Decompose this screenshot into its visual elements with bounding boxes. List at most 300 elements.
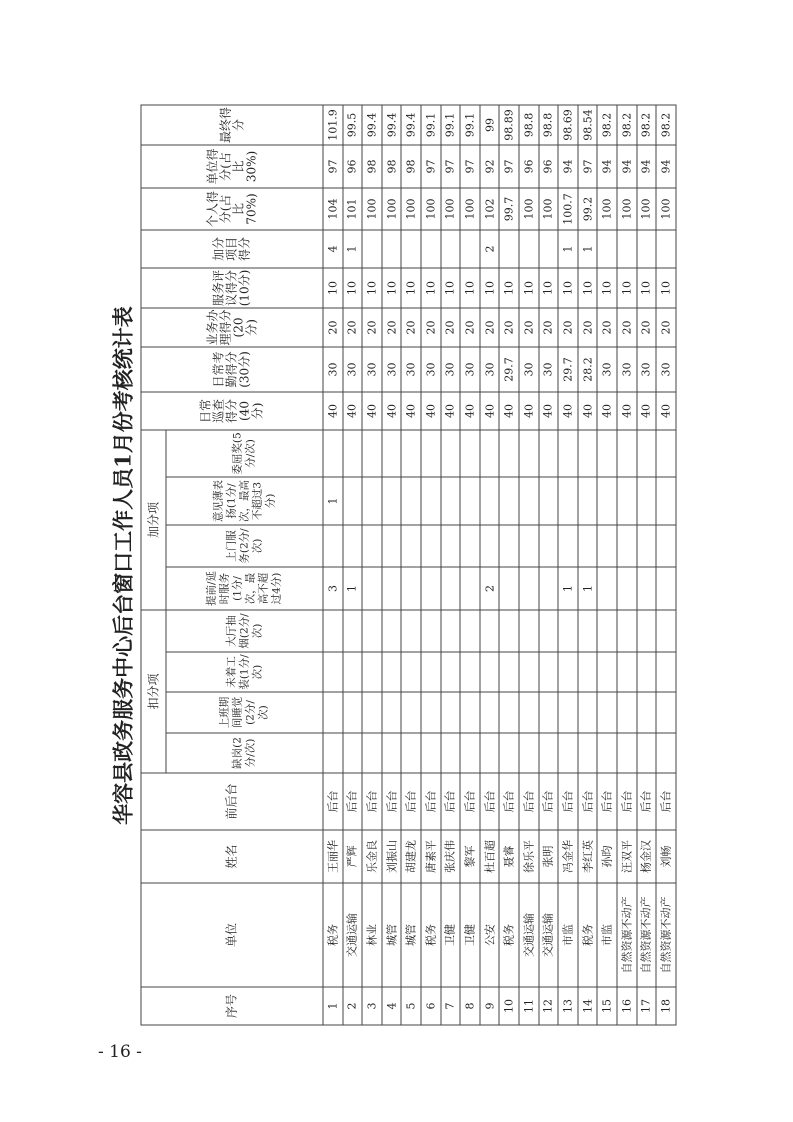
table-cell: 张明	[539, 830, 559, 883]
table-row	[597, 105, 617, 1025]
table-cell: 98	[401, 145, 421, 188]
table-cell: 99.1	[460, 105, 480, 145]
table-cell: 98.2	[656, 105, 676, 145]
table-cell	[480, 430, 500, 477]
table-cell	[617, 525, 637, 567]
table-cell: 40	[480, 392, 500, 430]
table-cell: 98.69	[558, 105, 578, 145]
table-cell	[343, 652, 363, 692]
table-cell	[441, 652, 461, 692]
table-cell: 40	[519, 392, 539, 430]
table-cell: 98.89	[499, 105, 519, 145]
table-cell: 28.2	[578, 347, 598, 392]
table-cell: 1	[578, 230, 598, 268]
table-cell: 20	[460, 308, 480, 347]
table-cell	[637, 430, 657, 477]
table-cell	[401, 733, 421, 773]
table-cell: 1	[343, 230, 363, 268]
table-cell	[558, 525, 578, 567]
table-cell	[617, 430, 637, 477]
table-cell: 40	[323, 392, 343, 430]
table-cell: 1	[323, 987, 343, 1025]
table-cell: 30	[323, 347, 343, 392]
table-cell	[656, 230, 676, 268]
table-cell	[401, 525, 421, 567]
table-cell	[401, 430, 421, 477]
table-cell: 税务	[578, 883, 598, 987]
header-sleeping: 上班期间睡觉(2分/次)	[166, 692, 323, 733]
table-cell	[421, 525, 441, 567]
table-cell	[637, 477, 657, 525]
assessment-table	[141, 104, 677, 1025]
table-cell	[362, 652, 382, 692]
table-cell: 10	[597, 268, 617, 308]
table-cell	[539, 692, 559, 733]
table-cell: 20	[558, 308, 578, 347]
table-cell: 10	[441, 268, 461, 308]
table-cell: 10	[656, 268, 676, 308]
table-cell	[401, 477, 421, 525]
table-cell	[460, 430, 480, 477]
table-cell: 自然资源不动产	[656, 883, 676, 987]
table-cell	[441, 610, 461, 652]
table-cell	[519, 477, 539, 525]
header-bonus-group: 加分项	[141, 430, 166, 610]
table-cell: 后台	[539, 773, 559, 830]
table-cell: 后台	[323, 773, 343, 830]
table-cell: 97	[499, 145, 519, 188]
table-cell: 杨金汉	[637, 830, 657, 883]
table-cell: 98.2	[637, 105, 657, 145]
table-cell	[637, 692, 657, 733]
table-cell	[460, 477, 480, 525]
table-cell: 后台	[382, 773, 402, 830]
table-cell: 100	[597, 188, 617, 230]
table-cell	[382, 477, 402, 525]
table-cell: 30	[421, 347, 441, 392]
table-cell	[597, 652, 617, 692]
table-cell	[519, 610, 539, 652]
table-cell: 卫健	[460, 883, 480, 987]
table-cell	[401, 230, 421, 268]
table-cell	[519, 733, 539, 773]
table-cell: 后台	[401, 773, 421, 830]
table-cell	[597, 692, 617, 733]
table-cell: 16	[617, 987, 637, 1025]
table-cell	[578, 733, 598, 773]
table-cell	[441, 733, 461, 773]
header-desk: 前后台	[141, 773, 323, 830]
table-row	[323, 105, 343, 1025]
header-extended-service: 提前/延时服务(1分/次，最高不超过4分)	[166, 567, 323, 610]
table-cell	[519, 652, 539, 692]
table-cell: 10	[460, 268, 480, 308]
table-row	[460, 105, 480, 1025]
table-cell: 2	[480, 567, 500, 610]
table-cell	[656, 610, 676, 652]
table-cell: 30	[656, 347, 676, 392]
table-cell	[617, 610, 637, 652]
table-cell: 20	[421, 308, 441, 347]
table-cell	[362, 692, 382, 733]
table-cell	[617, 692, 637, 733]
table-row	[480, 105, 500, 1025]
table-cell: 29.7	[558, 347, 578, 392]
table-cell: 40	[460, 392, 480, 430]
table-cell	[656, 525, 676, 567]
table-cell: 98.54	[578, 105, 598, 145]
table-cell: 孙昀	[597, 830, 617, 883]
table-cell: 40	[637, 392, 657, 430]
table-cell: 100	[460, 188, 480, 230]
table-cell	[480, 733, 500, 773]
header-door-service: 上门服务(2分/次)	[166, 525, 323, 567]
table-cell: 20	[343, 308, 363, 347]
table-cell: 1	[323, 477, 343, 525]
table-cell	[656, 733, 676, 773]
table-cell	[343, 525, 363, 567]
table-row	[499, 105, 519, 1025]
table-cell: 20	[597, 308, 617, 347]
table-cell: 97	[421, 145, 441, 188]
header-review-score: 服务评议得分(10分)	[141, 268, 323, 308]
table-cell: 胡建龙	[401, 830, 421, 883]
table-cell	[362, 430, 382, 477]
table-cell	[343, 610, 363, 652]
table-cell: 后台	[656, 773, 676, 830]
table-cell: 98.2	[597, 105, 617, 145]
table-cell: 李红英	[578, 830, 598, 883]
table-cell: 97	[460, 145, 480, 188]
table-cell	[499, 477, 519, 525]
table-cell: 交通运输	[343, 883, 363, 987]
table-cell	[499, 733, 519, 773]
table-cell: 100	[539, 188, 559, 230]
table-cell	[480, 652, 500, 692]
table-cell	[362, 610, 382, 652]
table-cell	[362, 477, 382, 525]
table-cell: 100.7	[558, 188, 578, 230]
table-cell: 40	[343, 392, 363, 430]
table-cell	[460, 610, 480, 652]
table-cell	[460, 230, 480, 268]
table-row	[362, 105, 382, 1025]
header-deduct-group: 扣分项	[141, 610, 166, 773]
table-cell: 102	[480, 188, 500, 230]
table-cell: 8	[460, 987, 480, 1025]
header-bonus-score: 加分项目得分	[141, 230, 323, 268]
table-cell	[480, 692, 500, 733]
table-cell: 40	[401, 392, 421, 430]
table-cell: 30	[617, 347, 637, 392]
table-cell: 98	[382, 145, 402, 188]
table-cell	[323, 733, 343, 773]
table-cell: 10	[578, 268, 598, 308]
table-cell	[441, 430, 461, 477]
table-cell	[597, 567, 617, 610]
table-cell: 30	[343, 347, 363, 392]
table-cell	[460, 692, 480, 733]
header-praise: 意见薄表扬(1分/次，最高不超过3分)	[166, 477, 323, 525]
table-cell: 96	[343, 145, 363, 188]
table-row	[617, 105, 637, 1025]
table-cell	[519, 692, 539, 733]
table-cell: 30	[539, 347, 559, 392]
table-cell: 王丽华	[323, 830, 343, 883]
table-cell: 4	[382, 987, 402, 1025]
table-cell: 20	[499, 308, 519, 347]
table-cell: 20	[519, 308, 539, 347]
table-cell	[558, 430, 578, 477]
table-cell	[539, 525, 559, 567]
table-cell: 乐金良	[362, 830, 382, 883]
table-cell: 18	[656, 987, 676, 1025]
table-cell: 10	[637, 268, 657, 308]
table-cell: 张庆伟	[441, 830, 461, 883]
table-cell: 100	[617, 188, 637, 230]
table-cell: 后台	[578, 773, 598, 830]
table-cell: 20	[578, 308, 598, 347]
table-cell: 40	[558, 392, 578, 430]
table-cell: 2	[343, 987, 363, 1025]
table-cell: 94	[656, 145, 676, 188]
table-cell	[617, 567, 637, 610]
table-cell: 30	[382, 347, 402, 392]
table-cell	[637, 652, 657, 692]
table-cell	[421, 610, 441, 652]
table-cell: 29.7	[499, 347, 519, 392]
table-cell: 7	[441, 987, 461, 1025]
table-cell: 1	[558, 567, 578, 610]
table-cell: 2	[480, 230, 500, 268]
table-cell: 99.1	[441, 105, 461, 145]
table-cell	[362, 567, 382, 610]
table-cell: 40	[441, 392, 461, 430]
table-cell: 30	[480, 347, 500, 392]
table-cell: 30	[519, 347, 539, 392]
header-absence: 缺岗(2分/次)	[166, 733, 323, 773]
table-body	[323, 105, 676, 1025]
table-cell	[401, 652, 421, 692]
table-cell: 后台	[421, 773, 441, 830]
table-cell: 92	[480, 145, 500, 188]
table-cell: 99.5	[343, 105, 363, 145]
table-cell: 40	[421, 392, 441, 430]
table-cell: 98.2	[617, 105, 637, 145]
table-cell: 40	[578, 392, 598, 430]
table-cell	[323, 610, 343, 652]
table-cell: 104	[323, 188, 343, 230]
table-cell: 10	[401, 268, 421, 308]
table-cell	[401, 692, 421, 733]
table-cell: 99.4	[401, 105, 421, 145]
table-row	[441, 105, 461, 1025]
table-cell	[441, 230, 461, 268]
table-cell: 17	[637, 987, 657, 1025]
table-cell: 99.4	[382, 105, 402, 145]
table-cell: 城管	[382, 883, 402, 987]
table-cell	[539, 230, 559, 268]
table-cell	[617, 230, 637, 268]
table-cell	[480, 525, 500, 567]
table-cell	[637, 567, 657, 610]
table-cell	[460, 525, 480, 567]
table-cell: 94	[597, 145, 617, 188]
table-cell: 刘振山	[382, 830, 402, 883]
table-cell: 杜百超	[480, 830, 500, 883]
table-cell: 后台	[343, 773, 363, 830]
table-cell: 后台	[617, 773, 637, 830]
table-cell: 98	[362, 145, 382, 188]
table-cell: 100	[401, 188, 421, 230]
table-row	[382, 105, 402, 1025]
table-cell	[656, 477, 676, 525]
table-cell: 自然资源不动产	[637, 883, 657, 987]
table-cell	[499, 525, 519, 567]
table-cell	[539, 430, 559, 477]
table-row	[343, 105, 363, 1025]
table-cell	[499, 567, 519, 610]
table-cell: 5	[401, 987, 421, 1025]
header-unit: 单位	[141, 883, 323, 987]
table-cell: 97	[441, 145, 461, 188]
table-cell	[539, 567, 559, 610]
table-cell: 100	[362, 188, 382, 230]
table-cell: 98.8	[519, 105, 539, 145]
table-cell	[362, 733, 382, 773]
table-cell: 98.8	[539, 105, 559, 145]
table-cell	[382, 525, 402, 567]
table-cell	[382, 692, 402, 733]
table-cell	[558, 692, 578, 733]
table-cell: 刘畅	[656, 830, 676, 883]
table-cell: 10	[539, 268, 559, 308]
table-cell	[617, 652, 637, 692]
header-business-score: 业务办理得分(20分)	[141, 308, 323, 347]
table-cell	[382, 733, 402, 773]
table-cell	[421, 733, 441, 773]
table-cell: 聂睿	[499, 830, 519, 883]
table-cell: 后台	[362, 773, 382, 830]
table-cell: 10	[421, 268, 441, 308]
table-cell: 林业	[362, 883, 382, 987]
table-cell: 94	[637, 145, 657, 188]
table-cell: 99.1	[421, 105, 441, 145]
table-cell: 后台	[480, 773, 500, 830]
table-cell: 市监	[558, 883, 578, 987]
table-cell: 4	[323, 230, 343, 268]
table-cell	[362, 230, 382, 268]
page-number: - 16 -	[98, 1042, 142, 1062]
table-cell: 30	[637, 347, 657, 392]
table-cell	[382, 567, 402, 610]
table-cell: 冯金华	[558, 830, 578, 883]
table-row	[539, 105, 559, 1025]
table-cell: 唐素平	[421, 830, 441, 883]
table-cell	[578, 610, 598, 652]
table-cell	[421, 230, 441, 268]
table-cell: 94	[558, 145, 578, 188]
table-row	[558, 105, 578, 1025]
table-cell	[519, 430, 539, 477]
table-cell: 100	[421, 188, 441, 230]
table-cell	[519, 230, 539, 268]
header-grievance-award: 委屈奖(5分/次)	[166, 430, 323, 477]
table-cell	[499, 652, 519, 692]
table-cell	[421, 567, 441, 610]
table-cell: 后台	[499, 773, 519, 830]
table-cell	[637, 525, 657, 567]
table-cell: 自然资源不动产	[617, 883, 637, 987]
table-cell: 20	[323, 308, 343, 347]
table-cell: 徐乐平	[519, 830, 539, 883]
table-cell	[539, 610, 559, 652]
table-cell: 100	[656, 188, 676, 230]
header-patrol-score: 日常巡查得分(40分)	[141, 392, 323, 430]
header-unit-score: 单位得分(占比30%)	[141, 145, 323, 188]
table-cell: 税务	[499, 883, 519, 987]
table-cell: 30	[401, 347, 421, 392]
table-cell: 99.4	[362, 105, 382, 145]
table-cell: 后台	[597, 773, 617, 830]
table-cell	[499, 230, 519, 268]
table-cell: 40	[362, 392, 382, 430]
table-cell: 公安	[480, 883, 500, 987]
table-cell: 20	[480, 308, 500, 347]
header-no-uniform: 未着工装(1分/次)	[166, 652, 323, 692]
table-cell	[597, 610, 617, 652]
table-cell: 40	[539, 392, 559, 430]
table-cell: 交通运输	[519, 883, 539, 987]
table-cell	[637, 733, 657, 773]
table-cell: 40	[382, 392, 402, 430]
table-cell: 10	[558, 268, 578, 308]
table-cell	[343, 692, 363, 733]
table-cell	[421, 430, 441, 477]
table-cell: 汪双平	[617, 830, 637, 883]
table-cell	[558, 477, 578, 525]
table-cell: 20	[441, 308, 461, 347]
table-cell	[578, 430, 598, 477]
table-cell	[539, 733, 559, 773]
table-cell	[421, 477, 441, 525]
table-cell: 97	[578, 145, 598, 188]
table-row	[519, 105, 539, 1025]
table-cell: 11	[519, 987, 539, 1025]
table-cell	[343, 733, 363, 773]
table-cell: 1	[343, 567, 363, 610]
table-cell	[656, 430, 676, 477]
table-cell	[597, 733, 617, 773]
table-cell: 交通运输	[539, 883, 559, 987]
table-cell	[578, 692, 598, 733]
table-cell	[441, 692, 461, 733]
table-cell	[441, 477, 461, 525]
table-row	[578, 105, 598, 1025]
table-cell	[617, 733, 637, 773]
table-cell	[441, 567, 461, 610]
table-cell: 10	[382, 268, 402, 308]
table-cell	[597, 230, 617, 268]
table-cell: 14	[578, 987, 598, 1025]
table-cell	[421, 652, 441, 692]
table-cell	[578, 525, 598, 567]
table-cell: 后台	[558, 773, 578, 830]
table-cell	[343, 430, 363, 477]
table-cell: 100	[441, 188, 461, 230]
table-cell	[343, 477, 363, 525]
table-cell	[597, 525, 617, 567]
